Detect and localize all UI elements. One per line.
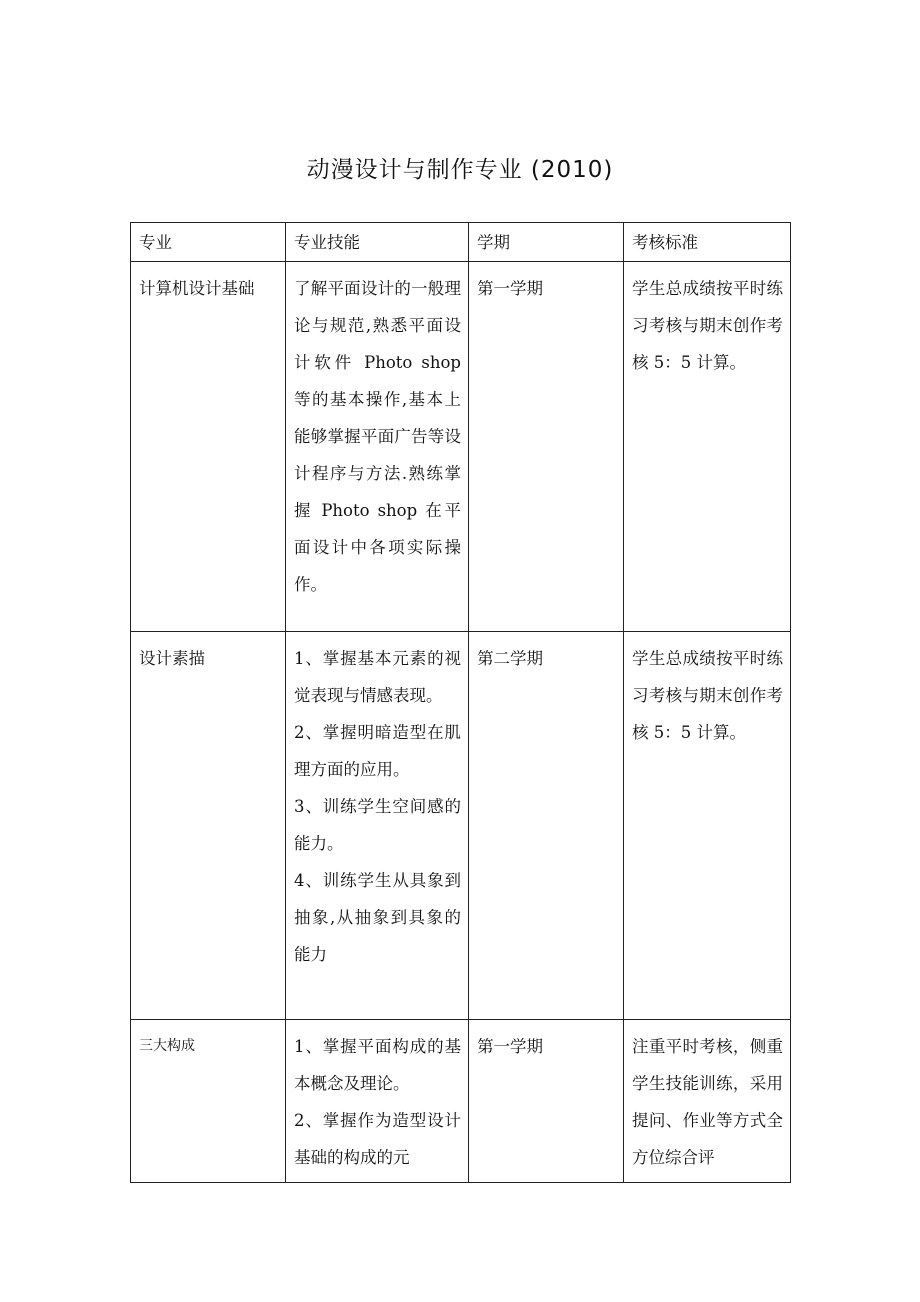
skill-item: 了解平面设计的一般理论与规范,熟悉平面设计软件 Photo shop 等的基本操作,基本上能够掌握平面广告等设计程序与方法.熟练掌握 Photo shop 在平面设计中各项实际操作。 (294, 279, 461, 594)
skill-item: 3、训练学生空间感的能力。 (294, 797, 461, 853)
assessment-cell (624, 1020, 791, 1183)
subject-cell (131, 262, 286, 632)
table-row (131, 632, 791, 1020)
assessment-text: 学生总成绩按平时练习考核与期末创作考核 5：5 计算。 (632, 649, 783, 742)
semester-cell (469, 632, 624, 1020)
subject-cell (131, 1020, 286, 1183)
subject-name: 三大构成 (139, 1038, 195, 1054)
semester-cell (469, 262, 624, 632)
subject-name: 设计素描 (139, 649, 205, 668)
skill-item: 2、掌握作为造型设计基础的构成的元 (294, 1111, 461, 1167)
skill-item: 4、训练学生从具象到抽象,从抽象到具象的能力 (294, 871, 461, 964)
skill-item: 1、掌握平面构成的基本概念及理论。 (294, 1037, 461, 1093)
skills-cell (286, 632, 469, 1020)
assessment-text: 注重平时考核，侧重学生技能训练，采用提问、作业等方式全方位综合评 (632, 1037, 783, 1167)
assessment-cell (624, 632, 791, 1020)
assessment-cell (624, 262, 791, 632)
subject-cell (131, 632, 286, 1020)
assessment-text: 学生总成绩按平时练习考核与期末创作考核 5：5 计算。 (632, 279, 783, 372)
skills-cell (286, 262, 469, 632)
semester-cell (469, 1020, 624, 1183)
header-cell-semester: 学期 (469, 223, 624, 262)
skills-cell (286, 1020, 469, 1183)
header-cell-assessment: 考核标准 (624, 223, 791, 262)
curriculum-table (130, 222, 791, 1183)
header-cell-skills: 专业技能 (286, 223, 469, 262)
table-header-row (131, 223, 791, 262)
header-cell-subject: 专业 (131, 223, 286, 262)
semester-value: 第二学期 (477, 649, 543, 668)
semester-value: 第一学期 (477, 1037, 543, 1056)
semester-value: 第一学期 (477, 279, 543, 298)
table-row (131, 1020, 791, 1183)
skill-item: 2、掌握明暗造型在肌理方面的应用。 (294, 723, 461, 779)
subject-name: 计算机设计基础 (139, 279, 255, 298)
table-row (131, 262, 791, 632)
page-title: 动漫设计与制作专业 (2010) (306, 157, 614, 183)
skill-item: 1、掌握基本元素的视觉表现与情感表现。 (294, 649, 461, 705)
